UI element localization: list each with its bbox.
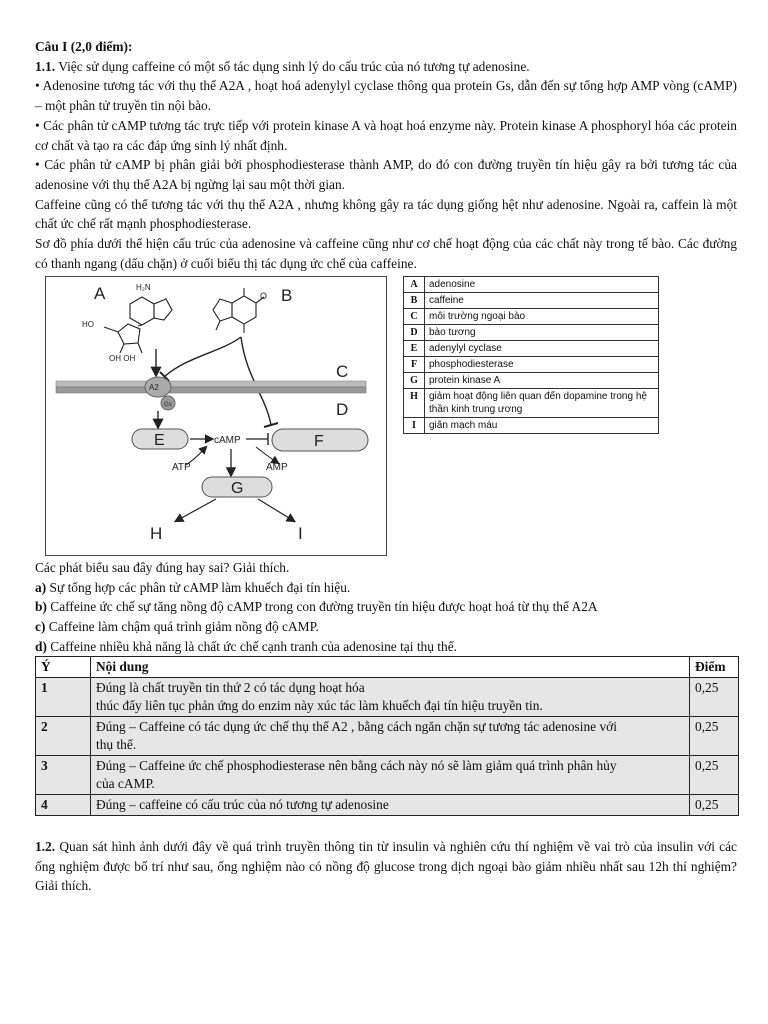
- amp-label: AMP: [266, 462, 288, 473]
- question-heading: Câu I (2,0 điểm):: [35, 39, 133, 54]
- label-f: F: [314, 433, 324, 450]
- answer-line: của cAMP.: [96, 776, 155, 791]
- legend-row: [404, 373, 659, 389]
- answer-header-row: [36, 657, 739, 678]
- label-i: I: [298, 524, 303, 543]
- q12-number: 1.2.: [35, 839, 56, 854]
- answer-row: [36, 717, 739, 756]
- answer-row: [36, 756, 739, 795]
- statement-d: Caffeine nhiều khả năng là chất ức chế cạnh tranh của adenosine tại thụ thể.: [50, 638, 457, 654]
- statements-prompt: Các phát biểu sau đây đúng hay sai? Giải thích.: [35, 560, 290, 575]
- legend-row: [404, 357, 659, 373]
- mechanism-diagram: [45, 276, 387, 556]
- header-score: Điểm: [690, 657, 739, 678]
- label-c: C: [336, 362, 349, 381]
- legend-row: [404, 309, 659, 325]
- legend-row: [404, 418, 659, 434]
- legend-value: giãn mạch máu: [425, 418, 659, 434]
- statement-a: Sự tổng hợp các phân tử cAMP làm khuếch đại tín hiệu.: [49, 579, 351, 595]
- label-g: G: [231, 480, 244, 497]
- paragraph-diagram-note: Sơ đồ phía dưới thể hiện cấu trúc của adenosine và caffeine cũng như cơ chế hoạt động của các chất này trong tế bào. Các đường có thanh ngang (dấu chặn) ở cuối biểu thị tác dụng ức chế của caffeine.: [35, 236, 737, 271]
- atp-label: ATP: [172, 462, 191, 473]
- legend-key: B: [404, 293, 425, 309]
- statement-a-label: a): [35, 579, 47, 595]
- legend-row: [404, 277, 659, 293]
- ohoh-label: OH OH: [109, 354, 136, 363]
- statement-d-label: d): [35, 638, 47, 654]
- answer-score: 0,25: [690, 756, 739, 795]
- gs-label: Gs: [164, 402, 172, 408]
- q11-text: Việc sử dụng caffeine có một số tác dụng sinh lý do cấu trúc của nó tương tự adenosine.: [58, 58, 530, 74]
- answer-score: 0,25: [690, 678, 739, 717]
- answer-row: [36, 678, 739, 717]
- legend-key: C: [404, 309, 425, 325]
- answer-num: 1: [36, 678, 91, 717]
- answer-line: Đúng – Caffeine có tác dụng ức chế thụ thể A2 , bằng cách ngăn chặn sự tương tác adenosine với: [96, 719, 617, 734]
- bullet-3: • Các phân tử cAMP bị phân giải bởi phosphodiesterase thành AMP, do đó con đường truyền tín hiệu gây ra bởi tương tác của adenosine với thụ thể A2A bị ngừng lại sau một thời gian.: [35, 157, 737, 192]
- h2n-label: H₂N: [136, 283, 151, 292]
- ho-label: HO: [82, 320, 94, 329]
- legend-value: adenylyl cyclase: [425, 341, 659, 357]
- diagram-svg: [46, 277, 386, 555]
- label-d: D: [336, 400, 349, 419]
- legend-row: [404, 293, 659, 309]
- legend-key: G: [404, 373, 425, 389]
- answer-score: 0,25: [690, 717, 739, 756]
- legend-row: [404, 325, 659, 341]
- statement-b: Caffeine ức chế sự tăng nồng độ cAMP trong con đường truyền tín hiệu được hoạt hoá từ thụ thể A2A: [50, 599, 598, 615]
- header-content: Nội dung: [91, 657, 690, 678]
- answer-line: thúc đẩy liên tục phản ứng do enzim này xúc tác làm khuếch đại tín hiệu truyền tin.: [96, 698, 543, 713]
- label-e: E: [154, 432, 165, 449]
- answer-line: Đúng là chất truyền tin thứ 2 có tác dụng hoạt hóa: [96, 680, 365, 695]
- legend-key: D: [404, 325, 425, 341]
- legend-table: [403, 276, 659, 434]
- label-h: H: [150, 524, 163, 543]
- legend-value: protein kinase A: [425, 373, 659, 389]
- legend-key: F: [404, 357, 425, 373]
- caffeine-structure: [213, 288, 264, 333]
- label-a: A: [94, 284, 106, 303]
- legend-row: [404, 341, 659, 357]
- intro-section: [35, 37, 737, 273]
- statements-section: [35, 558, 737, 657]
- q12-text: Quan sát hình ảnh dưới đây về quá trình truyền thông tin từ insulin và nghiên cứu thí nghiệm về vai trò của insulin với các ống nghiệm được bố trí như sau, ống nghiệm nào có nồng độ glucose trong dịch ngoại bào giảm nhiều nhất sau 12h thí nghiệm? Giải thích.: [35, 839, 737, 894]
- header-y: Ý: [36, 657, 91, 678]
- cell-membrane: [56, 381, 366, 393]
- legend-value: giảm hoạt động liên quan đến dopamine trong hệ thần kinh trung ương: [425, 389, 659, 418]
- statement-c: Caffeine làm chậm quá trình giảm nồng độ cAMP.: [48, 619, 319, 635]
- statement-c-label: c): [35, 619, 46, 635]
- answer-num: 2: [36, 717, 91, 756]
- answer-score: 0,25: [690, 795, 739, 816]
- statement-b-label: b): [35, 599, 47, 615]
- bullet-1: • Adenosine tương tác với thụ thể A2A , hoạt hoá adenylyl cyclase thông qua protein Gs, dẫn đến sự tổng hợp AMP vòng (cAMP) – một phân tử truyền tin nội bào.: [35, 78, 737, 114]
- paragraph-caffeine: Caffeine cũng có thể tương tác với thụ thể A2A , nhưng không gây ra tác dụng giống hệt như adenosine. Ngoài ra, caffein là một chất ức chế rất mạnh phosphodiesterase.: [35, 196, 737, 232]
- a2-label: A2: [149, 383, 159, 392]
- legend-value: môi trường ngoại bào: [425, 309, 659, 325]
- legend-row: [404, 389, 659, 418]
- answer-num: 4: [36, 795, 91, 816]
- legend-key: A: [404, 277, 425, 293]
- legend-value: bào tương: [425, 325, 659, 341]
- answer-row: [36, 795, 739, 816]
- bullet-2: • Các phân tử cAMP tương tác trực tiếp với protein kinase A và hoạt hoá enzyme này. Protein kinase A phosphoryl hóa các protein cơ chất và tạo ra các đáp ứng sinh lý nhất định.: [35, 117, 737, 153]
- legend-key: I: [404, 418, 425, 434]
- legend-key: H: [404, 389, 425, 418]
- legend-value: caffeine: [425, 293, 659, 309]
- legend-value: phosphodiesterase: [425, 357, 659, 373]
- legend-key: E: [404, 341, 425, 357]
- answer-table: [35, 656, 739, 816]
- question-1-2: [35, 837, 737, 896]
- answer-line: Đúng – Caffeine ức chế phosphodiesterase nên bằng cách này nó sẽ làm giảm quá trình phân hủy: [96, 758, 617, 773]
- answer-line: thụ thể.: [96, 737, 137, 752]
- caffeine-o: O: [260, 291, 268, 301]
- camp-label: cAMP: [214, 435, 241, 446]
- label-b: B: [281, 286, 293, 305]
- answer-num: 3: [36, 756, 91, 795]
- q11-number: 1.1.: [35, 58, 56, 74]
- adenosine-structure: [104, 297, 172, 353]
- answer-line: Đúng – caffeine có cấu trúc của nó tương tự adenosine: [96, 797, 389, 812]
- legend-value: adenosine: [425, 277, 659, 293]
